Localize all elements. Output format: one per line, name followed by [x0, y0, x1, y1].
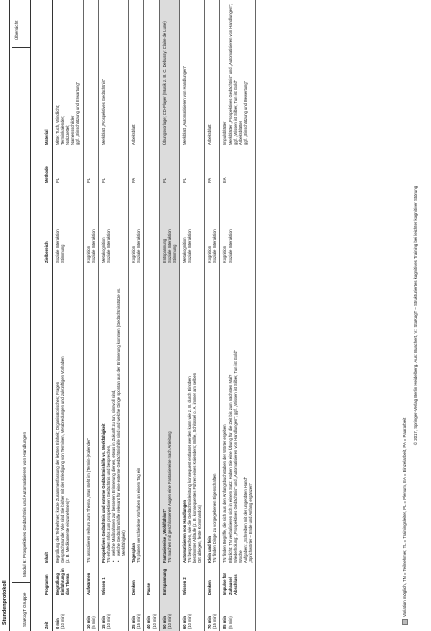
table-header-row: [41, 0, 53, 631]
target-area: Soziale Interaktion: [212, 229, 218, 263]
material-cell: [159, 0, 179, 147]
target-area: Soziale Interaktion: [166, 229, 172, 263]
material-item: Merkblätter „Prospektives Gedächtnis“ und „Automatisieren von Handlungen“; ggf. „Wissen ist Silber, Tun ist Gold“: [227, 4, 238, 145]
time-cell: [220, 597, 256, 631]
table-row: [205, 0, 220, 631]
time-duration: (10 min): [166, 613, 172, 629]
program-cell: [144, 565, 159, 597]
program-name: Pause: [146, 582, 152, 595]
target-area: Soziale Interaktion: [90, 229, 96, 263]
material-item: Arbeitsblatt: [207, 124, 213, 145]
material-item: Impulsblätter: [222, 121, 228, 145]
time-cell: [129, 597, 144, 631]
time-duration: (15 min): [212, 613, 218, 629]
target-cell: [53, 185, 83, 265]
program-cell: [179, 565, 204, 597]
content-line: „Sprichwörter – Ende und Anfang ergänzen“: [247, 483, 253, 563]
method-cell: PA: [129, 147, 144, 185]
method-cell: PL: [83, 147, 98, 185]
target-area: Entspannung: [161, 238, 167, 263]
time-cell: [83, 597, 98, 631]
col-header-material: Material: [41, 0, 53, 147]
program-cell: [83, 565, 98, 597]
method-cell: PL: [179, 147, 204, 185]
legend-text: Variation möglich, TN = Teilnehmer, TL = Trainingsleiter, PL = Plenum, EA = Einzelarbeit, PA = Paararbeit: [402, 417, 408, 617]
time-duration: (15 min): [136, 613, 142, 629]
content-title: Klein und fein: [207, 535, 213, 563]
program-name: Aufwärmen: [85, 572, 91, 595]
material-item: Notizzettel;: [65, 124, 71, 145]
program-name: Wissen 1: [100, 577, 106, 595]
page-title: Stundenprotokoll: [2, 580, 8, 625]
method-cell: PL: [159, 147, 179, 185]
content-cell: [98, 265, 128, 565]
content-line: Woche: [237, 550, 243, 563]
material-cell: [98, 0, 128, 147]
method-cell: [144, 147, 159, 185]
target-cell: [144, 185, 159, 265]
time-cell: [98, 597, 128, 631]
target-cell: [159, 185, 179, 265]
time-start: 10 min: [85, 616, 91, 629]
time-start: 15 min: [100, 616, 106, 629]
material-item: ggf. „Einschätzung und Bewertung“: [242, 81, 248, 145]
title-rule: [9, 0, 10, 631]
content-cell: [129, 265, 144, 565]
material-cell: [144, 0, 159, 147]
col-header-zielbereich: Zielbereich: [41, 185, 53, 265]
legend: [402, 418, 408, 625]
content-line: Begrüßung der Teilnehmer; kurze Zusammenfassung der letzten Einheit; Organisatorisches; Fragen: [55, 381, 61, 563]
target-area: Kognition: [222, 245, 228, 263]
table-row: [98, 0, 128, 631]
program-cell: [129, 565, 144, 597]
target-area: Soziale Interaktion: [136, 229, 142, 263]
session-plan-table: [41, 0, 256, 631]
content-title: Fantasiereise „Wohlfühlort“: [161, 508, 167, 563]
time-start: 0 min: [55, 618, 61, 629]
table-body: [53, 0, 256, 631]
material-item: Übungsvorlage; CD-Player (Musik z. B. C. Debussy: Claire de Lune): [161, 21, 167, 145]
target-area: Kognition: [131, 245, 137, 263]
target-cell: [83, 185, 98, 265]
content-title: Tagesplan: [131, 543, 137, 563]
program-cell: [205, 565, 220, 597]
subheader-rule: [30, 0, 31, 631]
material-cell: [205, 0, 220, 147]
material-item: Merkblatt „Prospektives Gedächtnis“: [100, 79, 106, 145]
time-duration: (5 min): [227, 616, 233, 629]
content-line: Aufgaben: „Schreiben mit der ungeübten Hand“: [242, 476, 248, 563]
target-cell: [129, 185, 144, 265]
time-start: 25 min: [131, 616, 137, 629]
content-line: TN erhalten Infos zum prospektiven Gedächtnis und besprechen,: [105, 444, 111, 563]
overview-label: Übersicht: [14, 20, 19, 40]
target-area: Soziale Interaktion: [227, 229, 233, 263]
method-cell: PA: [205, 147, 220, 185]
content-cell: [220, 265, 256, 565]
program-name: Denken: [207, 580, 213, 595]
content-cell: [159, 265, 179, 565]
time-cell: [53, 597, 83, 631]
content-cell: [179, 265, 204, 565]
target-area: Stimmung: [60, 244, 66, 263]
content-line: TN planen verschiedene Vorhaben an einem Tag ein: [136, 467, 142, 563]
content-title: Automatisieren von Handlungen: [181, 499, 187, 563]
target-area: Kognition: [85, 245, 91, 263]
content-line: TN machen mit geschlossenen Augen eine Fantasiereise nach Anleitung: [166, 431, 172, 563]
material-cell: [83, 0, 98, 147]
legend-marker: [402, 619, 408, 625]
program-cell: [159, 565, 179, 597]
target-cell: [205, 185, 220, 265]
time-start: 70 min: [207, 616, 213, 629]
time-cell: [179, 597, 204, 631]
group-label: StaKogT Gruppe: [22, 592, 27, 627]
table-row: [83, 0, 98, 631]
time-start: 85 min: [222, 616, 228, 629]
time-duration: (10 min): [60, 613, 66, 629]
table-row: [144, 0, 159, 631]
material-item: Mitte: Tuch, Windlicht;: [55, 104, 61, 145]
copyright-notice: © 2017, Springer-Verlag Berlin Heidelberg. Aus: Buschert, V.: StaKogT – Strukturiertes kognitives Training bei leichter kognitiver Störung: [413, 185, 418, 446]
time-cell: [205, 597, 220, 631]
subheader-divider: [12, 47, 30, 48]
content-title: Prospektives Gedächtnis und externe Gedächtnishilfe vs. Merkfähigkeit: [100, 423, 106, 563]
table-row: [53, 0, 83, 631]
target-area: Kognition: [207, 245, 213, 263]
content-line: TN assoziieren reihum zum Thema „Was steht im (Termin-)Kalender“: [85, 438, 91, 563]
time-cell: [144, 597, 159, 631]
material-item: Arbeitsblatt: [131, 124, 137, 145]
material-cell: [53, 0, 83, 147]
table-row: [129, 0, 144, 631]
table-row: [220, 0, 256, 631]
content-bullet: • welche Maßnahmen zur besseren Erinnerung dienen, etwas in Zukunft zu tun, sinnvoll sind,: [111, 267, 116, 563]
col-header-zeit: Zeit: [41, 597, 53, 631]
target-cell: [220, 185, 256, 265]
program-name: Entspannung: [161, 568, 167, 595]
time-start: 40 min: [146, 616, 152, 629]
content-line: TN finden Begriffe, die sich aus den Anfangsbuchstaben der Wörter ergeben: [222, 424, 228, 563]
col-header-programm: Programm: [41, 565, 53, 597]
time-duration: (10 min): [105, 613, 111, 629]
time-cell: [159, 597, 179, 631]
content-cell: [83, 265, 98, 565]
material-item: ggf. „Einschätzung und Erwartung“: [75, 81, 81, 145]
col-header-methode: Methode: [41, 147, 53, 185]
target-cell: [179, 185, 204, 265]
content-cell: [144, 265, 159, 565]
target-area: Metakognition: [100, 237, 106, 263]
method-cell: PL: [53, 147, 83, 185]
target-cell: [98, 185, 128, 265]
program-cell: [220, 565, 256, 597]
content-bullet: • welche Gedächtnishilfe relevant für eine externe Gedächtnishilfe sind und welche Dinge spontan aus der Erinnerung kommen (Gedächtnisstütze vs. Merkfähigkeit): [116, 267, 126, 563]
content-line: TN besprechen, wie die Gedächtnisleistung konsequent entlastet werden kann wie z. B. durch Einüben: [186, 376, 192, 563]
target-area: Soziale Interaktion: [55, 229, 61, 263]
content-line: Gesprächsrunde: Wie sind Sie bisher mit der Erledigung von Terminen, Verabredungen und zukünftigen Vorhaben: [60, 356, 66, 563]
content-line: bestimmter Abläufe (z. B. konsequentes Führen eines Kalenders; Brille, Schlüssel o. A. immer am selben: [192, 373, 198, 563]
content-line: (z. B. Medikamente einzunehmen)?: [65, 498, 71, 563]
content-cell: [205, 265, 220, 565]
program-name: Denken: [131, 580, 137, 595]
content-line: Ort ablegen, feste Kommandos): [197, 504, 203, 563]
content-line: TN finden Dinge zu vorgegebenen Eigenschaften: [212, 473, 218, 563]
target-area: Soziale Interaktion: [186, 229, 192, 263]
time-start: 60 min: [181, 616, 187, 629]
time-duration: (10 min): [186, 613, 192, 629]
target-area: Stimmung: [171, 244, 177, 263]
program-name: Impulse für Zuhause/ Abschluss: [222, 572, 238, 595]
material-item: Arbeitsblätter: [237, 120, 243, 145]
material-cell: [129, 0, 144, 147]
program-name: Begrüßung Einführung in das Thema: [55, 568, 71, 595]
content-cell: [53, 265, 83, 565]
time-duration: (10 min): [151, 613, 157, 629]
material-cell: [220, 0, 256, 147]
material-item: Terminkalender;: [60, 115, 66, 145]
program-name: Wissen 2: [181, 577, 187, 595]
program-cell: [53, 565, 83, 597]
table-row: [159, 0, 179, 631]
time-start: 50 min: [161, 616, 167, 629]
material-cell: [179, 0, 204, 147]
method-cell: PL: [98, 147, 128, 185]
col-header-inhalt: Inhalt: [41, 265, 53, 565]
method-cell: EA: [220, 147, 256, 185]
material-item: Namensschilder: [70, 115, 76, 145]
time-duration: (5 min): [90, 616, 96, 629]
module-title: Modul 6: Prospektives Gedächtnis und Automatisieren von Handlungen: [22, 431, 27, 577]
content-line: Wiederholung: „Prospektives Gedächtnis“ und „Automatisieren von Handlungen“; ggf. „Wissen ist Silber, Tun ist Gold“: [232, 350, 238, 563]
target-area: Soziale Interaktion: [105, 229, 111, 263]
subheader-divider: [12, 582, 30, 583]
program-cell: [98, 565, 128, 597]
content-line: Blitzlicht: TN verbalisieren sich in einem Satz: Haben Sie eine Übung für die Zeit bis zum nächsten Mal?: [227, 374, 233, 563]
material-item: Merkblatt „Automatisieren von Handlungen“: [181, 66, 187, 145]
target-area: Metakognition: [181, 237, 187, 263]
table-row: [179, 0, 204, 631]
